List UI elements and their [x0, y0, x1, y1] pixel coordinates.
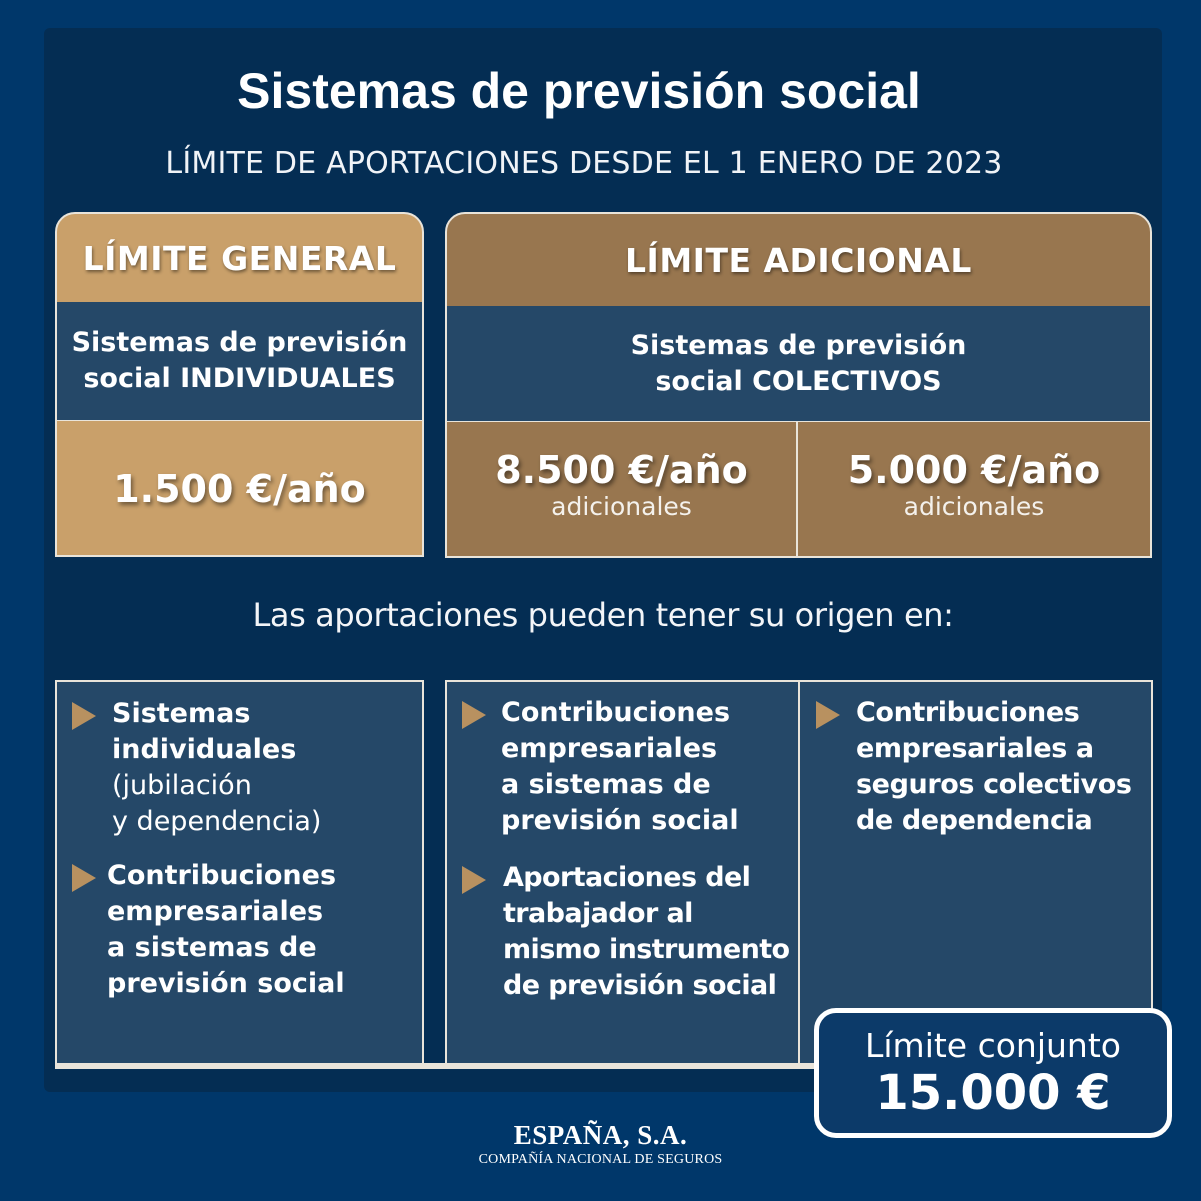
list-item: Sistemas individuales (jubilación y dependencia)	[112, 698, 322, 837]
additional-amount-2-label: adicionales	[903, 492, 1045, 521]
triangle-bullet-icon	[462, 701, 486, 729]
general-amount-cell	[55, 421, 424, 557]
origin-text: Las aportaciones pueden tener su origen en:	[252, 596, 954, 634]
additional-amount-1-cell	[445, 422, 798, 558]
triangle-bullet-icon	[816, 701, 840, 729]
general-limit-header	[55, 212, 424, 304]
list-item: Contribuciones empresariales a sistemas de previsión social	[107, 860, 345, 999]
collective-systems-line2: social COLECTIVOS	[655, 365, 942, 397]
triangle-bullet-icon	[462, 866, 486, 894]
collective-systems-cell	[445, 306, 1152, 423]
general-amount: 1.500 €/año	[113, 467, 366, 511]
additional-limit-header-label: LÍMITE ADICIONAL	[625, 240, 972, 280]
joint-limit-label: Límite conjunto	[865, 1026, 1121, 1065]
triangle-bullet-icon	[72, 702, 96, 730]
joint-limit-value: 15.000 €	[875, 1065, 1111, 1121]
triangle-bullet-icon	[72, 864, 96, 892]
list-item: Contribuciones empresariales a sistemas de previsión social	[501, 697, 739, 836]
additional-amount-1: 8.500 €/año	[495, 448, 748, 492]
general-limit-header-label: LÍMITE GENERAL	[82, 238, 397, 278]
individual-systems-line1: Sistemas de previsión	[71, 327, 408, 358]
company-logo-subtitle: COMPAÑÍA NACIONAL DE SEGUROS	[478, 1152, 723, 1167]
additional-amount-1-label: adicionales	[551, 492, 692, 521]
list-item: Aportaciones del trabajador al mismo instrumento de previsión social	[503, 862, 790, 1001]
individual-systems-cell	[55, 302, 424, 422]
joint-limit-badge	[814, 1008, 1172, 1138]
bottom-divider	[55, 1063, 823, 1069]
page-title: Sistemas de previsión social	[237, 63, 921, 119]
individual-systems-line2: social INDIVIDUALES	[83, 363, 396, 394]
additional-limit-header	[445, 212, 1152, 308]
list-item: Contribuciones empresariales a seguros colectivos de dependencia	[856, 697, 1132, 836]
collective-systems-line1: Sistemas de previsión	[630, 329, 967, 361]
additional-amount-2-cell	[796, 422, 1152, 558]
company-logo-name: ESPAÑA, S.A.	[513, 1120, 688, 1150]
additional-amount-2: 5.000 €/año	[847, 448, 1101, 492]
page-subtitle: LÍMITE DE APORTACIONES DESDE EL 1 ENERO DE 2023	[165, 146, 1003, 181]
